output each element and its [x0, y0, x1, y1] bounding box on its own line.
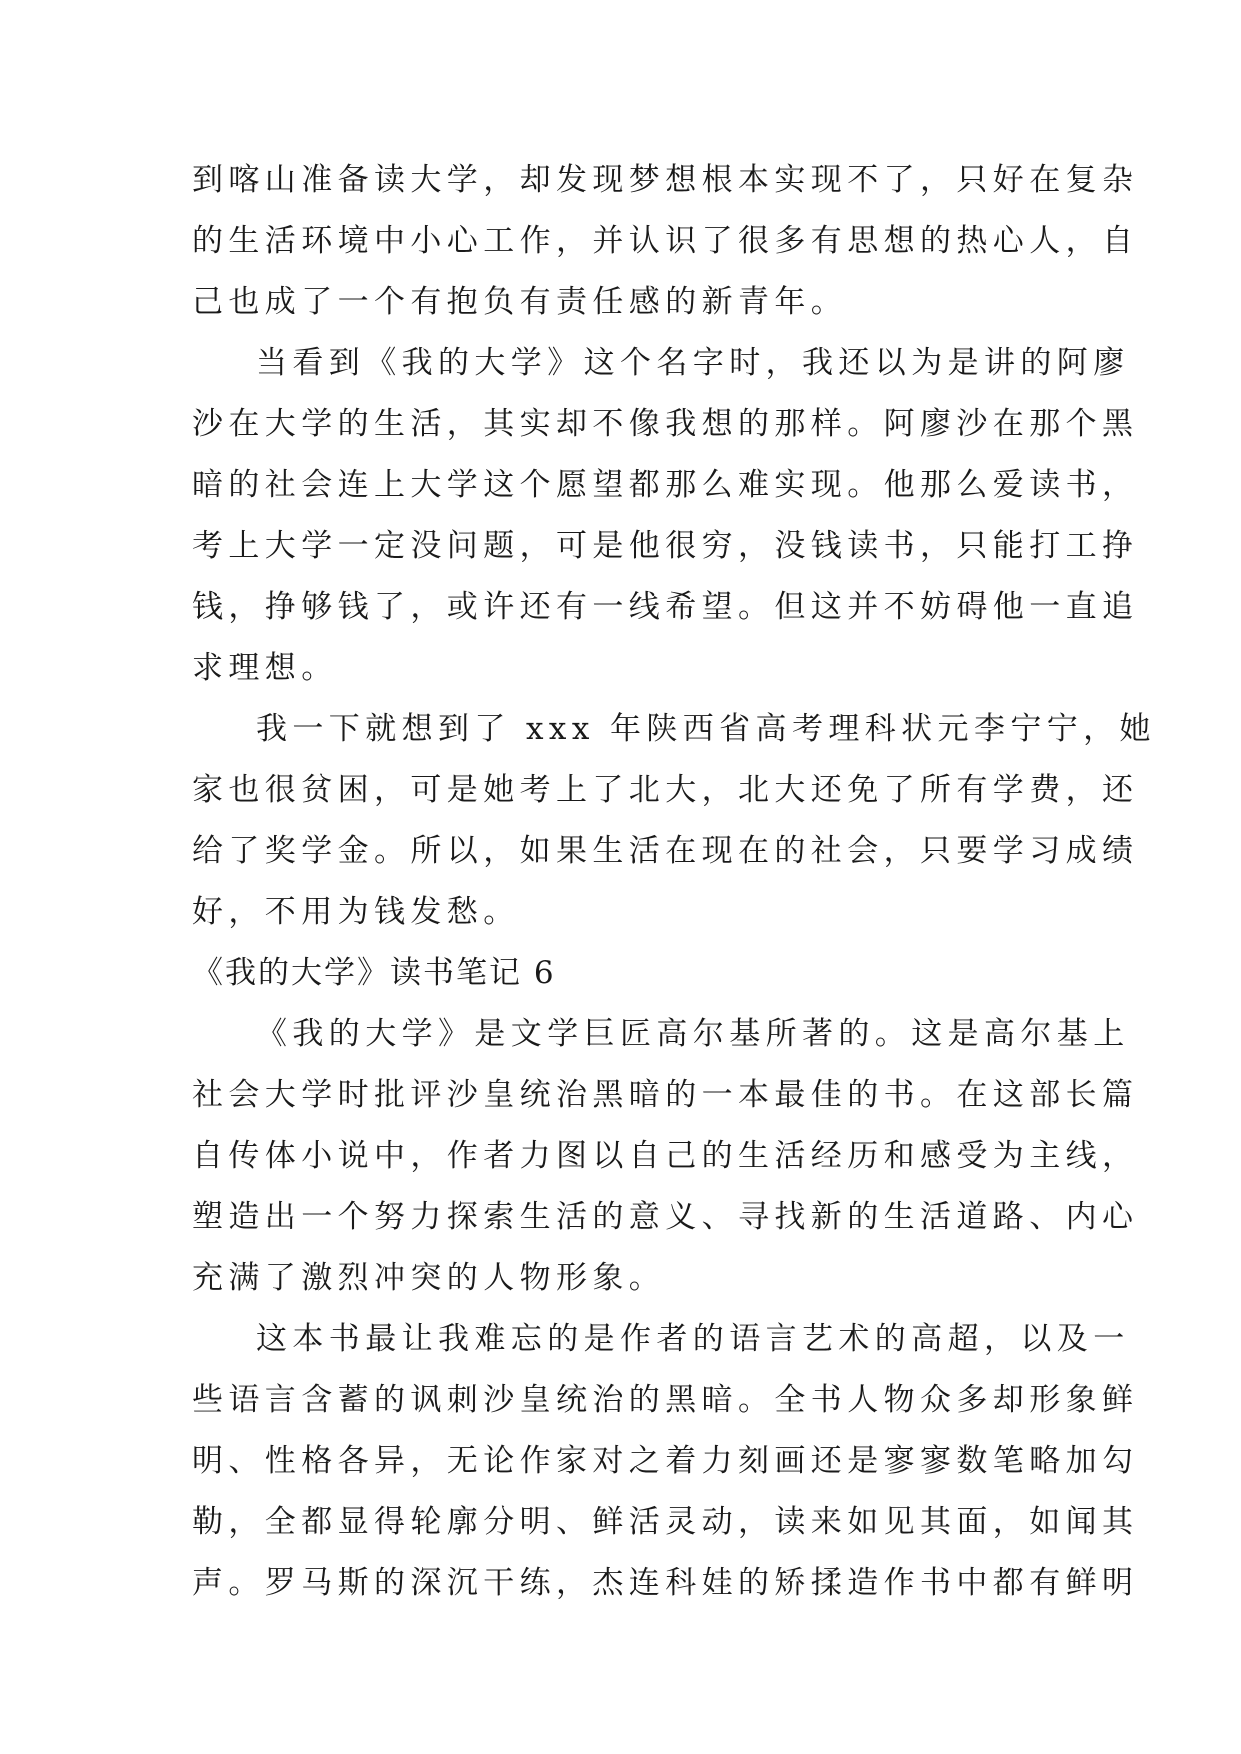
- paragraph-4: [192, 1004, 1139, 1309]
- text-line: 充满了激烈冲突的人物形象。: [192, 1260, 666, 1296]
- text-line: 社会大学时批评沙皇统治黑暗的一本最佳的书。在这部长篇: [192, 1077, 1139, 1113]
- section-title: 《我的大学》读书笔记 6: [192, 955, 556, 991]
- text-line: 考上大学一定没问题，可是他很穷，没钱读书，只能打工挣: [192, 528, 1139, 564]
- text-line: 塑造出一个努力探索生活的意义、寻找新的生活道路、内心: [192, 1199, 1139, 1235]
- paragraph-1: [192, 150, 1139, 333]
- text-line: 《我的大学》是文学巨匠高尔基所著的。这是高尔基上: [256, 1016, 1130, 1052]
- paragraph-5: [192, 1309, 1139, 1614]
- paragraph-2: [192, 333, 1139, 699]
- text-line: 明、性格各异，无论作家对之着力刻画还是寥寥数笔略加勾: [192, 1443, 1139, 1479]
- text-line: 这本书最让我难忘的是作者的语言艺术的高超，以及一: [256, 1321, 1130, 1357]
- section-heading: [192, 943, 1058, 1004]
- text-line: 自传体小说中，作者力图以自己的生活经历和感受为主线，: [192, 1138, 1139, 1174]
- text-line: 暗的社会连上大学这个愿望都那么难实现。他那么爱读书，: [192, 467, 1139, 503]
- text-line: 些语言含蓄的讽刺沙皇统治的黑暗。全书人物众多却形象鲜: [192, 1382, 1139, 1418]
- text-line: 钱，挣够钱了，或许还有一线希望。但这并不妨碍他一直追: [192, 589, 1139, 625]
- text-line: 声。罗马斯的深沉干练，杰连科娃的矫揉造作书中都有鲜明: [192, 1565, 1139, 1601]
- text-line: 的生活环境中小心工作，并认识了很多有思想的热心人，自: [192, 223, 1139, 259]
- text-line: 求理想。: [192, 650, 338, 686]
- text-line: 己也成了一个有抱负有责任感的新青年。: [192, 284, 848, 320]
- text-line: 到喀山准备读大学，却发现梦想根本实现不了，只好在复杂: [192, 162, 1139, 198]
- paragraph-3: [192, 699, 1156, 943]
- text-line: 沙在大学的生活，其实却不像我想的那样。阿廖沙在那个黑: [192, 406, 1139, 442]
- text-line: 好，不用为钱发愁。: [192, 894, 520, 930]
- text-line: 我一下就想到了 xxx 年陕西省高考理科状元李宁宁，她: [256, 711, 1156, 747]
- text-line: 给了奖学金。所以，如果生活在现在的社会，只要学习成绩: [192, 833, 1139, 869]
- text-line: 家也很贫困，可是她考上了北大，北大还免了所有学费，还: [192, 772, 1139, 808]
- document-body: [192, 150, 1156, 1614]
- text-line: 勒，全都显得轮廓分明、鲜活灵动，读来如见其面，如闻其: [192, 1504, 1139, 1540]
- text-line: 当看到《我的大学》这个名字时，我还以为是讲的阿廖: [256, 345, 1130, 381]
